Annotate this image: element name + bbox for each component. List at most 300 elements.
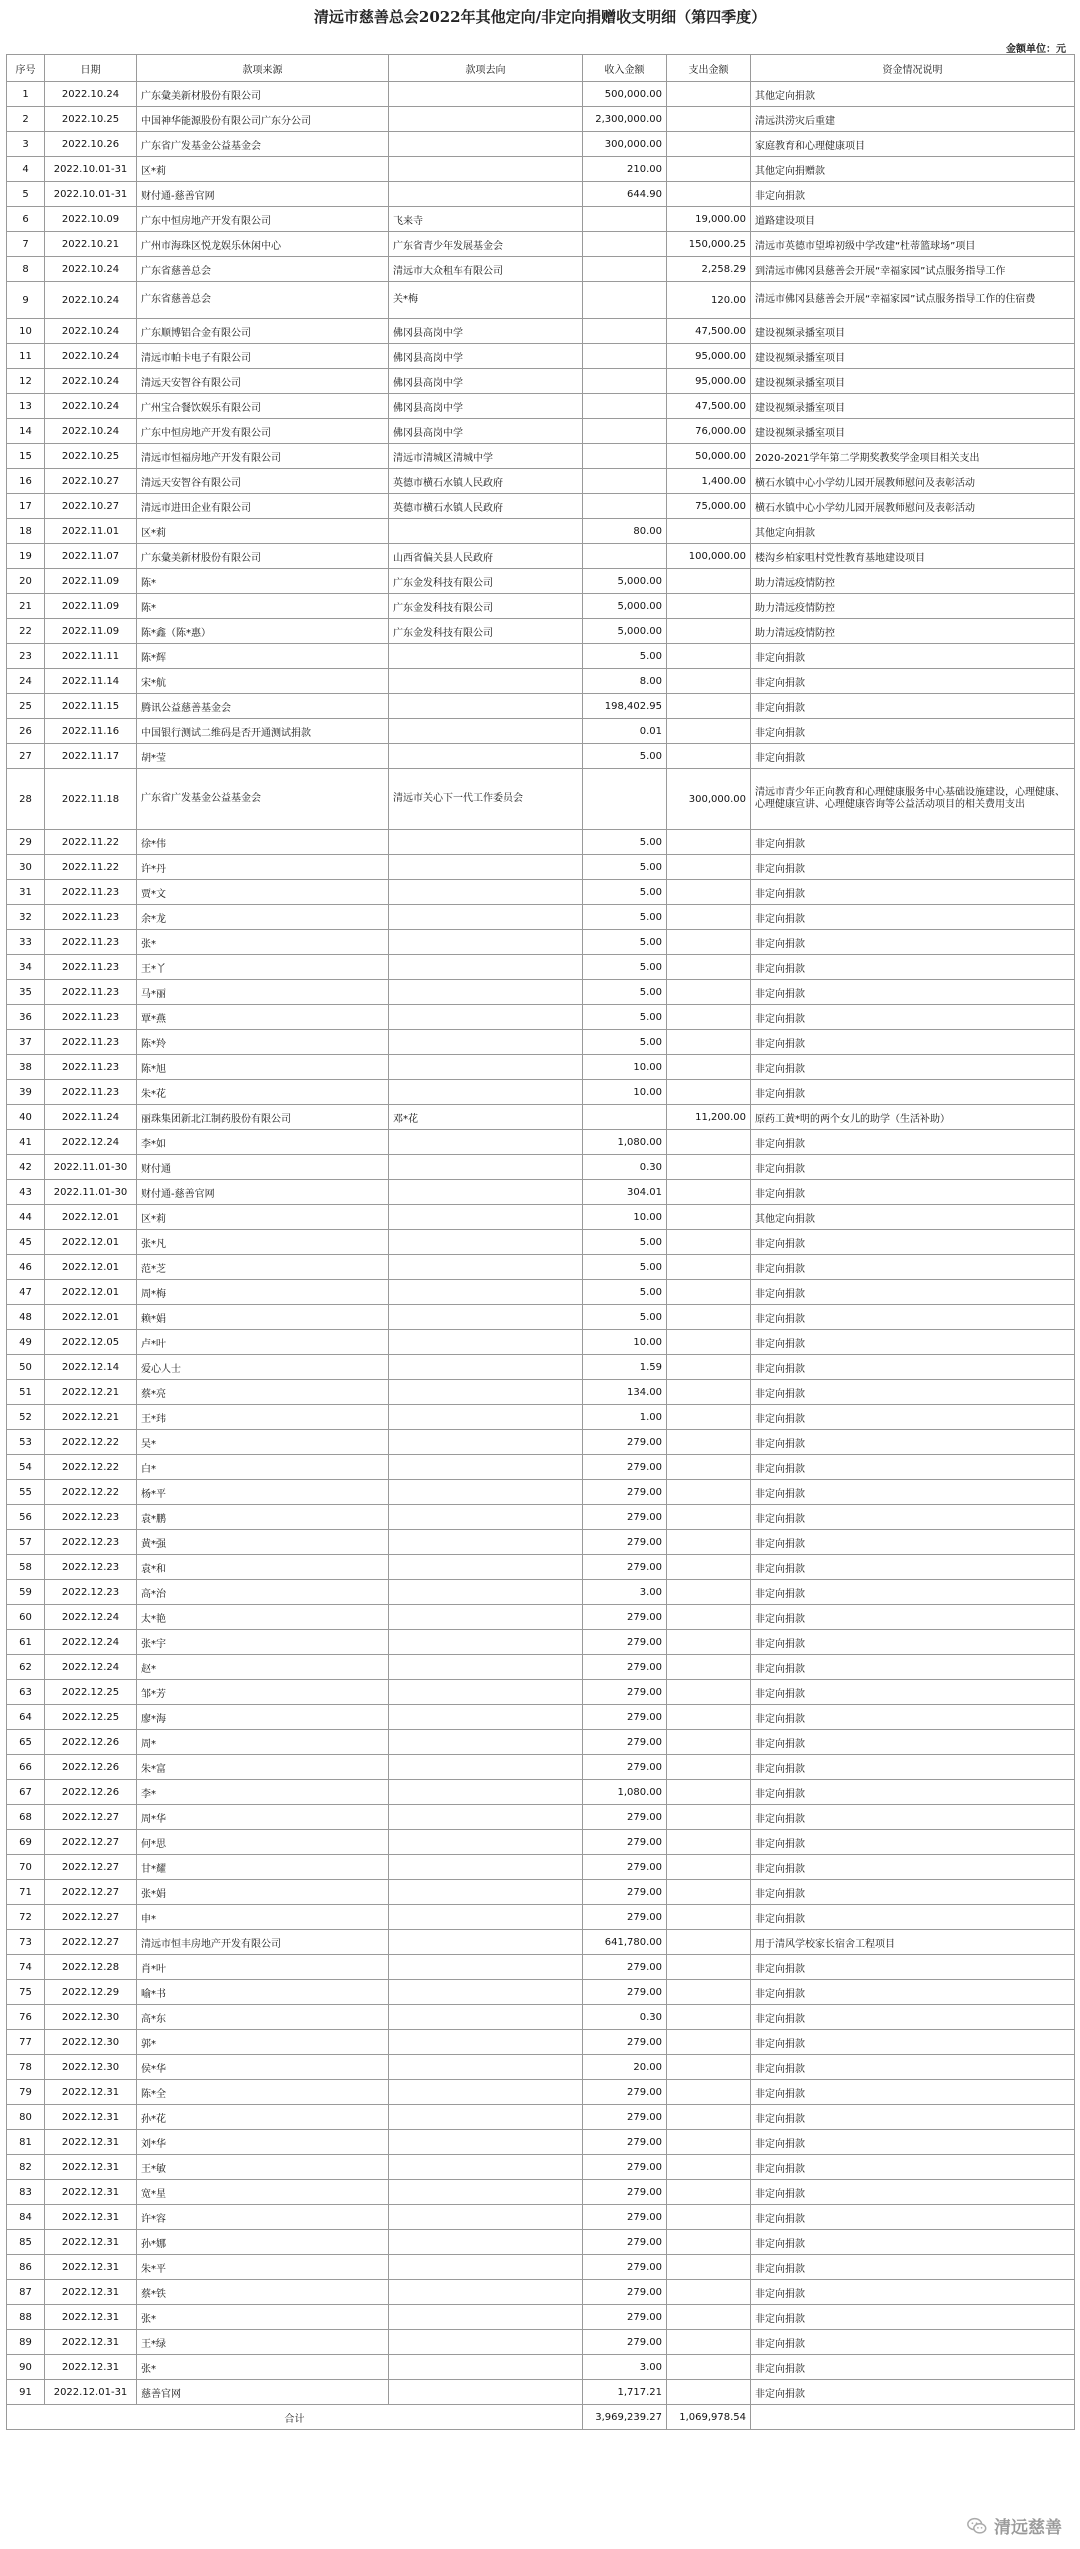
row-expense: 76,000.00 xyxy=(667,419,751,444)
row-date: 2022.12.27 xyxy=(45,1830,137,1855)
row-source: 广东顺博铝合金有限公司 xyxy=(137,319,389,344)
total-expense: 1,069,978.54 xyxy=(667,2405,751,2430)
table-row xyxy=(7,1680,1075,1705)
row-expense: 150,000.25 xyxy=(667,232,751,257)
row-expense xyxy=(667,1155,751,1180)
row-income xyxy=(583,232,667,257)
row-expense xyxy=(667,1955,751,1980)
row-expense xyxy=(667,2380,751,2405)
row-destination xyxy=(389,1280,583,1305)
row-destination: 清远市关心下一代工作委员会 xyxy=(389,769,583,830)
row-index: 2 xyxy=(7,107,45,132)
row-index: 90 xyxy=(7,2355,45,2380)
row-index: 1 xyxy=(7,82,45,107)
row-index: 4 xyxy=(7,157,45,182)
row-destination xyxy=(389,2130,583,2155)
header-destination: 款项去向 xyxy=(389,55,583,82)
row-expense: 47,500.00 xyxy=(667,394,751,419)
row-expense xyxy=(667,1030,751,1055)
row-destination xyxy=(389,1805,583,1830)
table-row xyxy=(7,669,1075,694)
row-note: 建设视频录播室项目 xyxy=(751,344,1075,369)
row-index: 58 xyxy=(7,1555,45,1580)
row-income: 5.00 xyxy=(583,644,667,669)
row-source: 财付通-慈善官网 xyxy=(137,182,389,207)
row-date: 2022.11.23 xyxy=(45,1005,137,1030)
table-body xyxy=(7,82,1075,2405)
table-row xyxy=(7,1580,1075,1605)
row-expense xyxy=(667,1305,751,1330)
row-destination xyxy=(389,2155,583,2180)
row-index: 46 xyxy=(7,1255,45,1280)
row-note: 建设视频录播室项目 xyxy=(751,419,1075,444)
table-row xyxy=(7,1905,1075,1930)
row-note: 楼沟乡柏家咀村党性教育基地建设项目 xyxy=(751,544,1075,569)
row-index: 44 xyxy=(7,1205,45,1230)
row-date: 2022.12.01 xyxy=(45,1255,137,1280)
row-index: 22 xyxy=(7,619,45,644)
row-expense xyxy=(667,1980,751,2005)
row-index: 82 xyxy=(7,2155,45,2180)
row-destination xyxy=(389,719,583,744)
row-source: 徐*伟 xyxy=(137,830,389,855)
row-destination: 广东金发科技有限公司 xyxy=(389,594,583,619)
row-date: 2022.10.24 xyxy=(45,319,137,344)
row-income: 644.90 xyxy=(583,182,667,207)
row-income: 279.00 xyxy=(583,2330,667,2355)
row-date: 2022.11.14 xyxy=(45,669,137,694)
row-expense xyxy=(667,1755,751,1780)
row-income: 1.59 xyxy=(583,1355,667,1380)
row-date: 2022.11.16 xyxy=(45,719,137,744)
row-note: 非定向捐款 xyxy=(751,1505,1075,1530)
row-date: 2022.10.27 xyxy=(45,469,137,494)
row-index: 66 xyxy=(7,1755,45,1780)
row-date: 2022.12.01 xyxy=(45,1205,137,1230)
row-destination xyxy=(389,880,583,905)
row-income: 1,717.21 xyxy=(583,2380,667,2405)
donation-ledger-table xyxy=(6,54,1075,2430)
row-expense xyxy=(667,2105,751,2130)
row-note: 清远市英德市望埠初级中学改建“杜蒂篮球场”项目 xyxy=(751,232,1075,257)
row-index: 88 xyxy=(7,2305,45,2330)
row-expense xyxy=(667,1005,751,1030)
row-note: 到清远市佛冈县慈善会开展“幸福家园”试点服务指导工作 xyxy=(751,257,1075,282)
row-expense xyxy=(667,2280,751,2305)
row-source: 区*莉 xyxy=(137,157,389,182)
row-date: 2022.11.23 xyxy=(45,1055,137,1080)
row-date: 2022.11.24 xyxy=(45,1105,137,1130)
row-note: 非定向捐款 xyxy=(751,2230,1075,2255)
row-note: 非定向捐款 xyxy=(751,1755,1075,1780)
row-source: 陈*旭 xyxy=(137,1055,389,1080)
row-destination xyxy=(389,1255,583,1280)
row-expense xyxy=(667,2230,751,2255)
row-income: 279.00 xyxy=(583,2080,667,2105)
table-row xyxy=(7,1780,1075,1805)
row-income: 279.00 xyxy=(583,1805,667,1830)
row-income xyxy=(583,282,667,319)
row-expense xyxy=(667,930,751,955)
row-index: 31 xyxy=(7,880,45,905)
row-expense xyxy=(667,1180,751,1205)
row-index: 20 xyxy=(7,569,45,594)
table-row xyxy=(7,82,1075,107)
row-index: 55 xyxy=(7,1480,45,1505)
row-source: 清远市恒福房地产开发有限公司 xyxy=(137,444,389,469)
row-destination xyxy=(389,1480,583,1505)
row-income: 0.30 xyxy=(583,1155,667,1180)
row-destination xyxy=(389,830,583,855)
row-income: 5.00 xyxy=(583,1255,667,1280)
table-row xyxy=(7,2330,1075,2355)
row-date: 2022.12.24 xyxy=(45,1630,137,1655)
row-note: 建设视频录播室项目 xyxy=(751,394,1075,419)
row-index: 76 xyxy=(7,2005,45,2030)
row-income: 3.00 xyxy=(583,2355,667,2380)
row-index: 18 xyxy=(7,519,45,544)
table-row xyxy=(7,207,1075,232)
row-note: 非定向捐款 xyxy=(751,2330,1075,2355)
row-index: 57 xyxy=(7,1530,45,1555)
row-destination xyxy=(389,1755,583,1780)
row-destination: 佛冈县高岗中学 xyxy=(389,319,583,344)
row-income: 1.00 xyxy=(583,1405,667,1430)
row-income: 279.00 xyxy=(583,1730,667,1755)
row-note: 非定向捐款 xyxy=(751,1955,1075,1980)
row-expense xyxy=(667,719,751,744)
row-date: 2022.12.21 xyxy=(45,1405,137,1430)
row-note: 非定向捐款 xyxy=(751,855,1075,880)
row-index: 40 xyxy=(7,1105,45,1130)
row-source: 郭* xyxy=(137,2030,389,2055)
row-expense: 75,000.00 xyxy=(667,494,751,519)
row-expense xyxy=(667,2030,751,2055)
row-destination: 广东金发科技有限公司 xyxy=(389,619,583,644)
row-date: 2022.12.23 xyxy=(45,1555,137,1580)
row-income: 80.00 xyxy=(583,519,667,544)
row-destination xyxy=(389,2205,583,2230)
row-income: 198,402.95 xyxy=(583,694,667,719)
table-row xyxy=(7,855,1075,880)
row-source: 赖*娟 xyxy=(137,1305,389,1330)
row-destination xyxy=(389,1855,583,1880)
table-row xyxy=(7,1880,1075,1905)
row-expense xyxy=(667,1380,751,1405)
table-row xyxy=(7,769,1075,830)
table-row xyxy=(7,2130,1075,2155)
row-source: 廖*海 xyxy=(137,1705,389,1730)
row-date: 2022.10.24 xyxy=(45,369,137,394)
row-destination: 飞来寺 xyxy=(389,207,583,232)
row-note: 其他定向捐款 xyxy=(751,82,1075,107)
row-note: 非定向捐款 xyxy=(751,905,1075,930)
row-note: 非定向捐款 xyxy=(751,1330,1075,1355)
row-source: 申* xyxy=(137,1905,389,1930)
row-expense xyxy=(667,82,751,107)
row-source: 广州市海珠区悦龙娱乐休闲中心 xyxy=(137,232,389,257)
row-expense xyxy=(667,2255,751,2280)
row-source: 孙*花 xyxy=(137,2105,389,2130)
table-row xyxy=(7,519,1075,544)
table-row xyxy=(7,2055,1075,2080)
row-expense xyxy=(667,955,751,980)
row-date: 2022.10.24 xyxy=(45,419,137,444)
row-index: 80 xyxy=(7,2105,45,2130)
watermark xyxy=(966,2513,1062,2538)
table-row xyxy=(7,2005,1075,2030)
row-income: 279.00 xyxy=(583,2230,667,2255)
table-row xyxy=(7,469,1075,494)
row-expense xyxy=(667,744,751,769)
row-destination xyxy=(389,1780,583,1805)
row-source: 财付通 xyxy=(137,1155,389,1180)
row-expense xyxy=(667,1780,751,1805)
row-income: 5.00 xyxy=(583,744,667,769)
row-date: 2022.11.15 xyxy=(45,694,137,719)
row-source: 张*宇 xyxy=(137,1630,389,1655)
row-expense: 95,000.00 xyxy=(667,369,751,394)
row-note: 非定向捐款 xyxy=(751,2305,1075,2330)
row-date: 2022.12.01 xyxy=(45,1280,137,1305)
row-destination xyxy=(389,1305,583,1330)
row-source: 广东彙美新材股份有限公司 xyxy=(137,82,389,107)
row-source: 白* xyxy=(137,1455,389,1480)
row-destination xyxy=(389,2180,583,2205)
row-date: 2022.11.23 xyxy=(45,955,137,980)
row-destination xyxy=(389,2005,583,2030)
row-income: 1,080.00 xyxy=(583,1780,667,1805)
watermark-text: 清远慈善 xyxy=(994,2518,1062,2538)
table-row xyxy=(7,1830,1075,1855)
row-income: 279.00 xyxy=(583,1630,667,1655)
row-date: 2022.10.25 xyxy=(45,107,137,132)
row-note: 非定向捐款 xyxy=(751,1705,1075,1730)
row-income: 279.00 xyxy=(583,2305,667,2330)
row-index: 33 xyxy=(7,930,45,955)
row-income: 279.00 xyxy=(583,2280,667,2305)
table-row xyxy=(7,880,1075,905)
row-income: 279.00 xyxy=(583,1505,667,1530)
row-date: 2022.10.21 xyxy=(45,232,137,257)
row-destination xyxy=(389,1230,583,1255)
row-date: 2022.10.24 xyxy=(45,394,137,419)
row-note: 非定向捐款 xyxy=(751,2055,1075,2080)
row-income: 279.00 xyxy=(583,2130,667,2155)
row-date: 2022.11.11 xyxy=(45,644,137,669)
row-date: 2022.12.25 xyxy=(45,1680,137,1705)
row-date: 2022.10.27 xyxy=(45,494,137,519)
row-source: 区*莉 xyxy=(137,1205,389,1230)
row-expense xyxy=(667,1430,751,1455)
table-row xyxy=(7,1930,1075,1955)
row-note: 非定向捐款 xyxy=(751,1580,1075,1605)
row-index: 85 xyxy=(7,2230,45,2255)
row-expense xyxy=(667,905,751,930)
row-income: 279.00 xyxy=(583,2030,667,2055)
row-destination: 清远市大众租车有限公司 xyxy=(389,257,583,282)
total-row xyxy=(7,2405,1075,2430)
table-row xyxy=(7,2080,1075,2105)
row-date: 2022.12.31 xyxy=(45,2230,137,2255)
row-source: 陈*全 xyxy=(137,2080,389,2105)
row-expense xyxy=(667,107,751,132)
row-income: 10.00 xyxy=(583,1205,667,1230)
row-income: 279.00 xyxy=(583,1955,667,1980)
table-row xyxy=(7,1855,1075,1880)
row-date: 2022.12.23 xyxy=(45,1505,137,1530)
row-income xyxy=(583,769,667,830)
row-index: 68 xyxy=(7,1805,45,1830)
row-income: 10.00 xyxy=(583,1330,667,1355)
table-row xyxy=(7,2280,1075,2305)
row-source: 高*治 xyxy=(137,1580,389,1605)
row-income: 5.00 xyxy=(583,1305,667,1330)
row-source: 慈善官网 xyxy=(137,2380,389,2405)
table-row xyxy=(7,930,1075,955)
row-date: 2022.11.23 xyxy=(45,980,137,1005)
row-destination xyxy=(389,1405,583,1430)
row-index: 70 xyxy=(7,1855,45,1880)
row-note: 横石水镇中心小学幼儿园开展教师慰问及表彰活动 xyxy=(751,469,1075,494)
row-expense xyxy=(667,519,751,544)
row-source: 李* xyxy=(137,1780,389,1805)
row-income: 279.00 xyxy=(583,2105,667,2130)
row-note: 非定向捐款 xyxy=(751,1305,1075,1330)
row-destination: 佛冈县高岗中学 xyxy=(389,419,583,444)
total-income: 3,969,239.27 xyxy=(583,2405,667,2430)
row-index: 38 xyxy=(7,1055,45,1080)
row-source: 陈* xyxy=(137,569,389,594)
row-destination xyxy=(389,1155,583,1180)
row-destination: 佛冈县高岗中学 xyxy=(389,344,583,369)
row-source: 张*凡 xyxy=(137,1230,389,1255)
row-date: 2022.12.22 xyxy=(45,1430,137,1455)
table-row xyxy=(7,544,1075,569)
table-row xyxy=(7,344,1075,369)
row-expense xyxy=(667,1530,751,1555)
row-index: 69 xyxy=(7,1830,45,1855)
row-destination: 邓*花 xyxy=(389,1105,583,1130)
row-note: 非定向捐款 xyxy=(751,2130,1075,2155)
row-date: 2022.12.22 xyxy=(45,1455,137,1480)
row-date: 2022.12.31 xyxy=(45,2255,137,2280)
row-expense xyxy=(667,2180,751,2205)
row-source: 腾讯公益慈善基金会 xyxy=(137,694,389,719)
row-source: 王*丫 xyxy=(137,955,389,980)
row-destination xyxy=(389,855,583,880)
row-income: 5.00 xyxy=(583,830,667,855)
row-note: 非定向捐款 xyxy=(751,694,1075,719)
row-expense: 47,500.00 xyxy=(667,319,751,344)
row-note: 非定向捐款 xyxy=(751,1180,1075,1205)
row-note: 非定向捐款 xyxy=(751,1005,1075,1030)
row-note: 非定向捐款 xyxy=(751,1280,1075,1305)
row-expense xyxy=(667,830,751,855)
row-index: 5 xyxy=(7,182,45,207)
row-destination xyxy=(389,1830,583,1855)
row-source: 袁*鹏 xyxy=(137,1505,389,1530)
row-index: 65 xyxy=(7,1730,45,1755)
row-note: 非定向捐款 xyxy=(751,2155,1075,2180)
row-destination xyxy=(389,1680,583,1705)
row-source: 杨*平 xyxy=(137,1480,389,1505)
row-index: 21 xyxy=(7,594,45,619)
row-date: 2022.10.24 xyxy=(45,82,137,107)
row-index: 10 xyxy=(7,319,45,344)
row-source: 胡*莹 xyxy=(137,744,389,769)
row-income: 5.00 xyxy=(583,880,667,905)
row-expense xyxy=(667,2355,751,2380)
row-date: 2022.12.30 xyxy=(45,2055,137,2080)
table-row xyxy=(7,1705,1075,1730)
row-index: 74 xyxy=(7,1955,45,1980)
row-income: 279.00 xyxy=(583,1455,667,1480)
row-index: 41 xyxy=(7,1130,45,1155)
row-source: 清远市进田企业有限公司 xyxy=(137,494,389,519)
row-destination xyxy=(389,694,583,719)
row-note: 非定向捐款 xyxy=(751,1455,1075,1480)
row-note: 非定向捐款 xyxy=(751,1055,1075,1080)
row-source: 丽珠集团新北江制药股份有限公司 xyxy=(137,1105,389,1130)
row-expense xyxy=(667,1355,751,1380)
row-source: 朱*富 xyxy=(137,1755,389,1780)
row-index: 39 xyxy=(7,1080,45,1105)
row-date: 2022.10.26 xyxy=(45,132,137,157)
row-date: 2022.12.27 xyxy=(45,1905,137,1930)
row-date: 2022.11.22 xyxy=(45,855,137,880)
row-income: 10.00 xyxy=(583,1080,667,1105)
row-note: 非定向捐款 xyxy=(751,1080,1075,1105)
row-source: 财付通-慈善官网 xyxy=(137,1180,389,1205)
row-expense xyxy=(667,2305,751,2330)
row-destination xyxy=(389,1605,583,1630)
row-income: 279.00 xyxy=(583,1680,667,1705)
table-row xyxy=(7,1730,1075,1755)
row-note: 原药工黄*明的两个女儿的助学（生活补助） xyxy=(751,1105,1075,1130)
row-destination: 佛冈县高岗中学 xyxy=(389,369,583,394)
row-source: 广东省广发基金公益基金会 xyxy=(137,769,389,830)
row-date: 2022.11.17 xyxy=(45,744,137,769)
row-income: 5.00 xyxy=(583,955,667,980)
row-date: 2022.12.01-31 xyxy=(45,2380,137,2405)
row-note: 非定向捐款 xyxy=(751,1230,1075,1255)
row-destination xyxy=(389,519,583,544)
row-expense xyxy=(667,669,751,694)
row-destination xyxy=(389,980,583,1005)
row-index: 9 xyxy=(7,282,45,319)
row-index: 13 xyxy=(7,394,45,419)
row-source: 喻*书 xyxy=(137,1980,389,2005)
row-income: 279.00 xyxy=(583,2180,667,2205)
row-expense xyxy=(667,1230,751,1255)
row-income: 279.00 xyxy=(583,1880,667,1905)
row-source: 蔡*亮 xyxy=(137,1380,389,1405)
row-destination xyxy=(389,1980,583,2005)
row-expense xyxy=(667,1805,751,1830)
row-date: 2022.12.30 xyxy=(45,2005,137,2030)
row-note: 非定向捐款 xyxy=(751,1430,1075,1455)
row-destination xyxy=(389,182,583,207)
row-income: 279.00 xyxy=(583,1755,667,1780)
row-note: 非定向捐款 xyxy=(751,2030,1075,2055)
row-income xyxy=(583,369,667,394)
row-destination xyxy=(389,1630,583,1655)
row-date: 2022.12.27 xyxy=(45,1805,137,1830)
table-row xyxy=(7,444,1075,469)
row-source: 马*丽 xyxy=(137,980,389,1005)
row-note: 非定向捐款 xyxy=(751,1380,1075,1405)
